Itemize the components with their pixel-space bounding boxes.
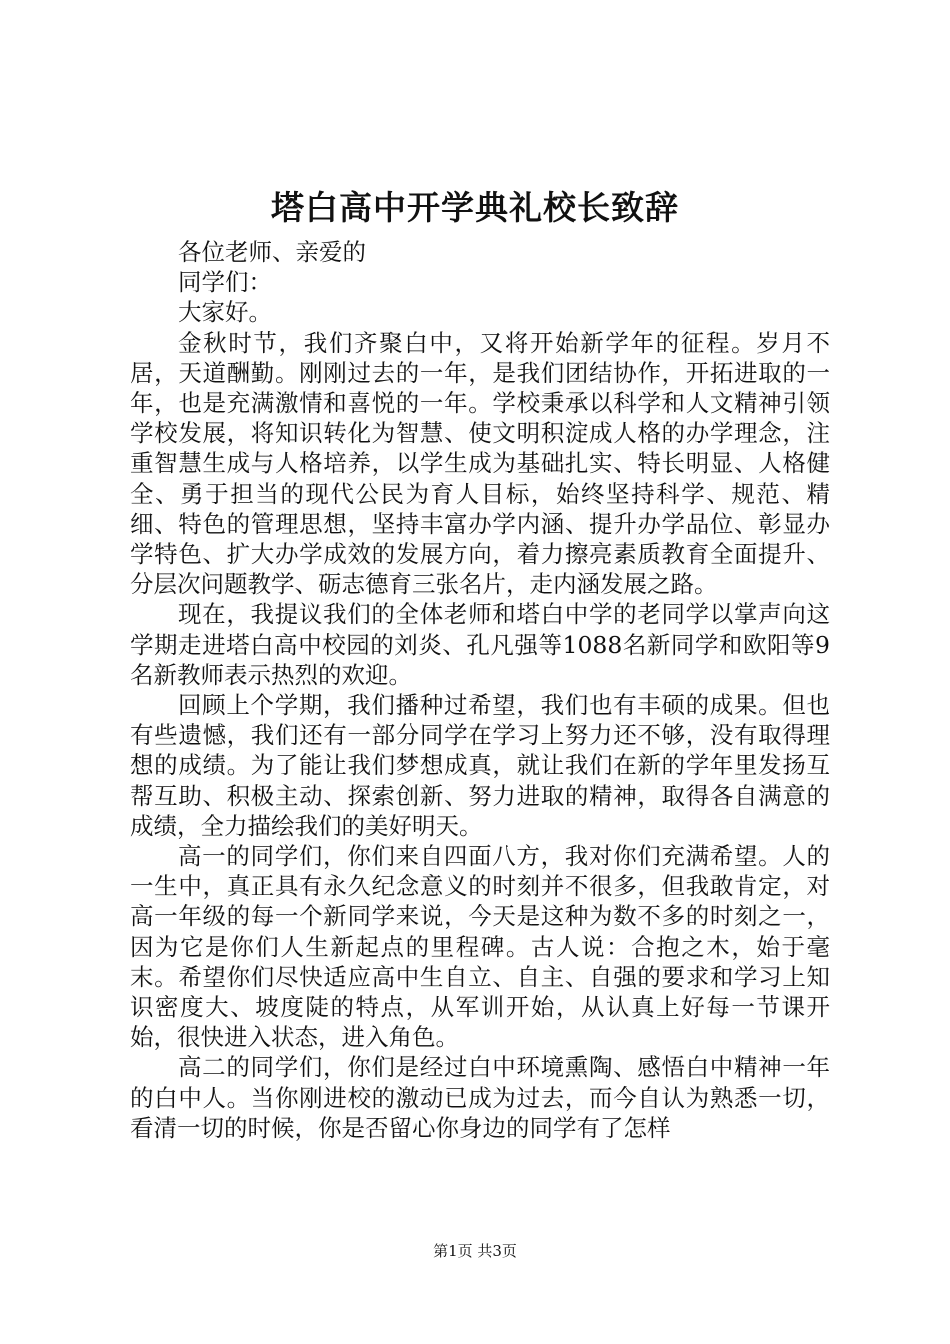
document-body — [130, 237, 830, 1143]
paragraph: 回顾上个学期，我们播种过希望，我们也有丰硕的成果。但也有些遗憾，我们还有一部分同学在学习上努力还不够，没有取得理想的成绩。为了能让我们梦想成真，就让我们在新的学年里发扬互帮互助、积极主动、探索创新、努力进取的精神，取得各自满意的成绩，全力描绘我们的美好明天。 — [130, 691, 830, 840]
paragraph: 高二的同学们，你们是经过白中环境熏陶、感悟白中精神一年的白中人。当你刚进校的激动已成为过去，而今自认为熟悉一切，看清一切的时候，你是否留心你身边的同学有了怎样 — [130, 1053, 830, 1142]
paragraph: 金秋时节，我们齐聚白中，又将开始新学年的征程。岁月不居，天道酬勤。刚刚过去的一年，是我们团结协作，开拓进取的一年，也是充满激情和喜悦的一年。学校秉承以科学和人文精神引领学校发展，将知识转化为智慧、使文明积淀成人格的办学理念，注重智慧生成与人格培养，以学生成为基础扎实、特长明显、人格健全、勇于担当的现代公民为育人目标，始终坚持科学、规范、精细、特色的管理思想，坚持丰富办学内涵、提升办学品位、彰显办学特色、扩大办学成效的发展方向，着力擦亮素质教育全面提升、分层次问题教学、砺志德育三张名片，走内涵发展之路。 — [130, 328, 830, 599]
paragraph: 现在，我提议我们的全体老师和塔白中学的老同学以掌声向这学期走进塔白高中校园的刘炎、孔凡强等1088名新同学和欧阳等9名新教师表示热烈的欢迎。 — [130, 600, 830, 689]
greeting: 大家好。 — [178, 298, 272, 327]
salutation-line-1: 各位老师、亲爱的 — [178, 238, 366, 266]
paragraph: 高一的同学们，你们来自四面八方，我对你们充满希望。人的一生中，真正具有永久纪念意义的时刻并不很多，但我敢肯定，对高一年级的每一个新同学来说，今天是这种为数不多的时刻之一，因为它是你们人生新起点的里程碑。古人说：合抱之木，始于毫末。希望你们尽快适应高中生自立、自主、自强的要求和学习上知识密度大、坡度陡的特点，从军训开始，从认真上好每一节课开始，很快进入状态，进入角色。 — [130, 842, 830, 1052]
page-number-footer: 第1页 共3页 — [433, 1242, 517, 1260]
salutation-line-2: 同学们： — [178, 268, 272, 297]
document-title: 塔白高中开学典礼校长致辞 — [271, 188, 679, 227]
